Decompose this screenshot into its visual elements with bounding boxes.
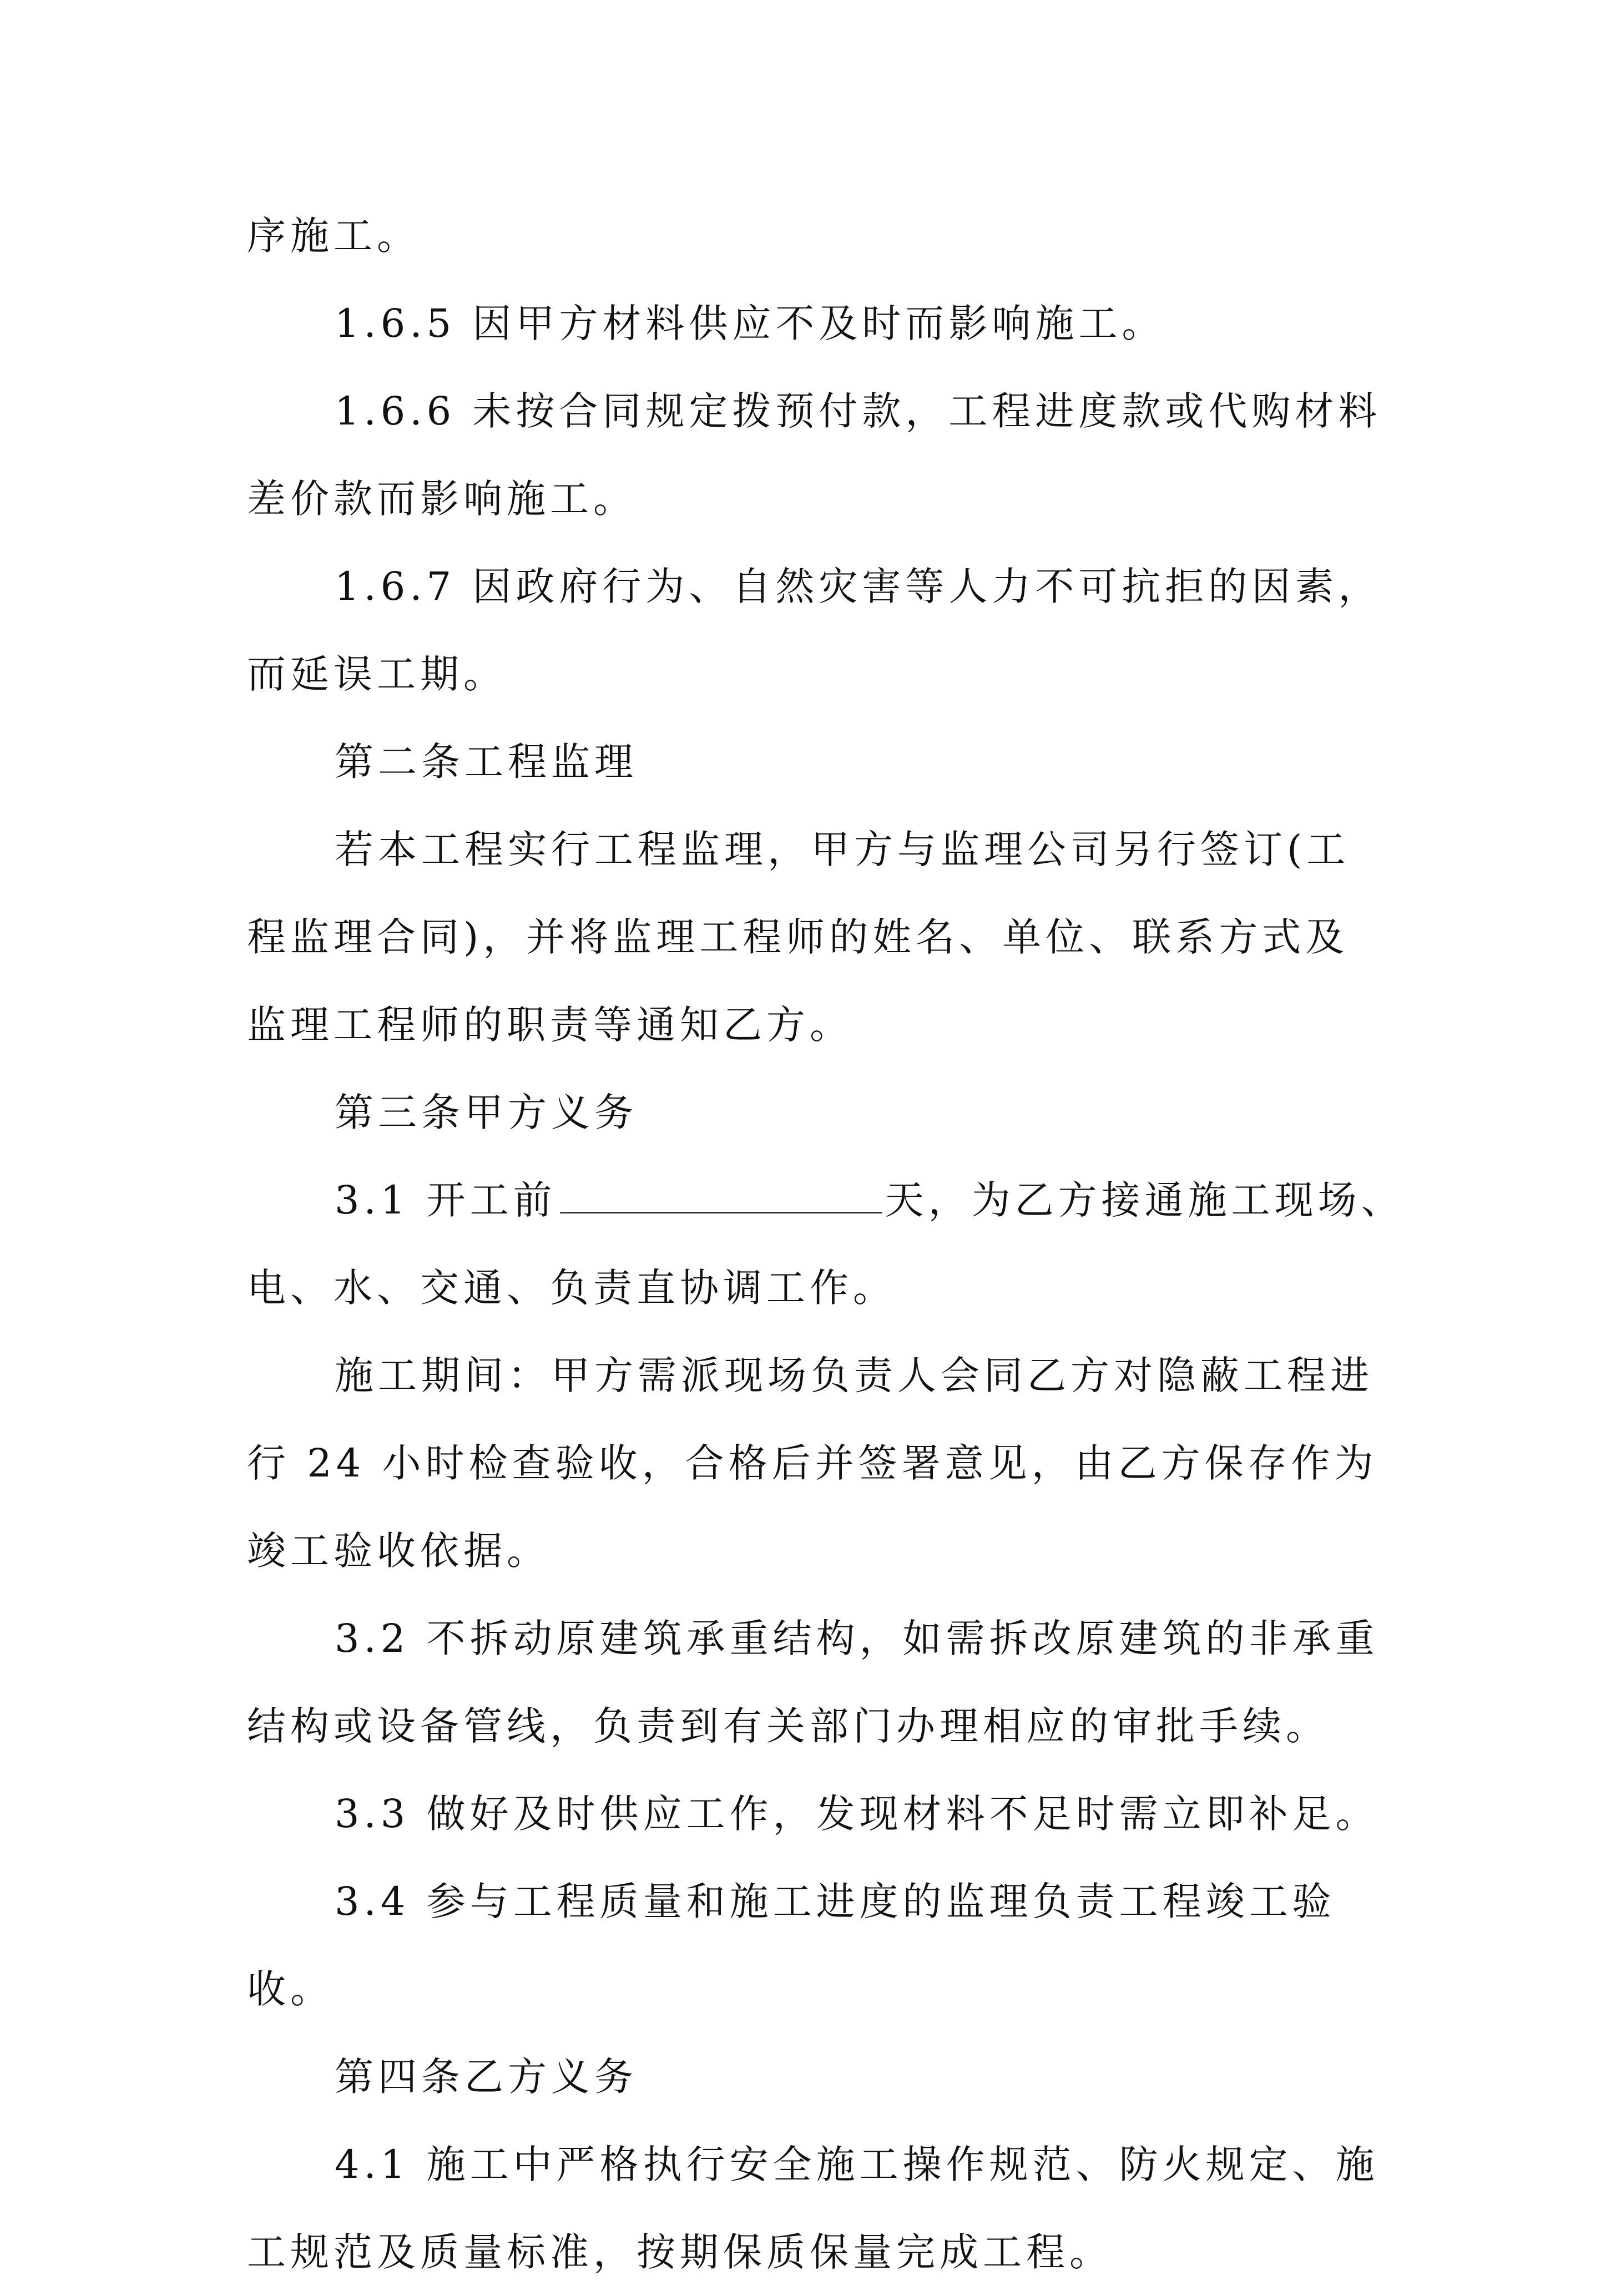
article-2-heading: 第二条工程监理: [335, 739, 638, 785]
paragraph-line: 行 24 小时检查验收，合格后并签署意见，由乙方保存作为: [247, 1440, 1378, 1486]
paragraph-line: 电、水、交通、负责直协调工作。: [247, 1265, 896, 1311]
paragraph-line: 收。: [247, 1966, 334, 2012]
article-3-heading: 第三条甲方义务: [335, 1090, 638, 1135]
clause-3-1-suffix: 天，为乙方接通施工现场、: [885, 1177, 1405, 1223]
clause-3-1-prefix: 3.1 开工前: [335, 1177, 557, 1223]
article-2-text: 若本工程实行工程监理，甲方与监理公司另行签订(工: [335, 827, 1350, 872]
clause-3-1: [247, 1156, 1405, 1244]
paragraph-line: 差价款而影响施工。: [247, 476, 637, 522]
paragraph-line: 竣工验收依据。: [247, 1528, 550, 1574]
clause-3-4: 3.4 参与工程质量和施工进度的监理负责工程竣工验: [335, 1879, 1336, 1924]
paragraph-line: 而延误工期。: [247, 651, 507, 697]
paragraph-line: 结构或设备管线，负责到有关部门办理相应的审批手续。: [247, 1703, 1329, 1749]
clause-3-3: 3.3 做好及时供应工作，发现材料不足时需立即补足。: [335, 1791, 1379, 1837]
article-4-heading: 第四条乙方义务: [335, 2054, 638, 2100]
clause-3-2: 3.2 不拆动原建筑承重结构，如需拆改原建筑的非承重: [335, 1616, 1379, 1661]
paragraph-line: 工规范及质量标准，按期保质保量完成工程。: [247, 2229, 1113, 2275]
document-body: [247, 192, 1405, 2296]
clause-1-6-6: 1.6.6 未按合同规定拨预付款，工程进度款或代购材料: [335, 388, 1382, 434]
paragraph-line: 监理工程师的职责等通知乙方。: [247, 1002, 853, 1048]
construction-period-text: 施工期间：甲方需派现场负责人会同乙方对隐蔽工程进: [335, 1353, 1373, 1398]
paragraph-line: 序施工。: [247, 213, 420, 259]
clause-1-6-7: 1.6.7 因政府行为、自然灾害等人力不可抗拒的因素，: [335, 564, 1382, 609]
clause-1-6-5: 1.6.5 因甲方材料供应不及时而影响施工。: [335, 301, 1165, 346]
clause-4-1: 4.1 施工中严格执行安全施工操作规范、防火规定、施: [335, 2142, 1379, 2187]
fill-in-blank: [560, 1175, 882, 1213]
paragraph-line: 程监理合同)，并将监理工程师的姓名、单位、联系方式及: [247, 914, 1349, 960]
